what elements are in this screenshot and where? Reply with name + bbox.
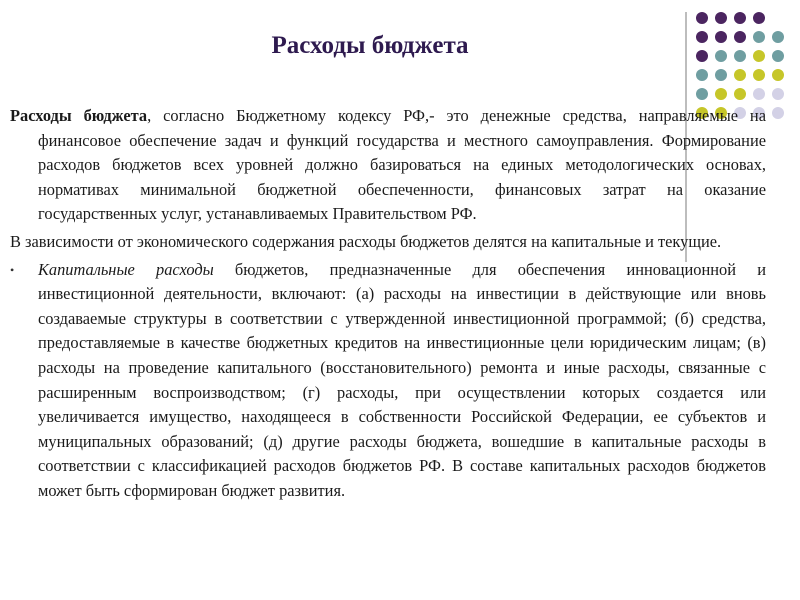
decorative-dot: [696, 12, 708, 24]
decorative-dot: [772, 31, 784, 43]
decorative-dot: [715, 69, 727, 81]
decorative-dot: [753, 31, 765, 43]
decorative-dot: [772, 107, 784, 119]
paragraph-classification: В зависимости от экономического содержания расходы бюджетов делятся на капитальные и текущие.: [10, 231, 722, 251]
decorative-dot: [753, 50, 765, 62]
term-budget-expenses: Расходы бюджета: [10, 106, 148, 125]
decorative-dot: [734, 88, 746, 100]
decorative-dot: [772, 88, 784, 100]
term-capital-expenses: Капитальные расходы: [38, 259, 214, 279]
capital-expenses-text: бюджетов, предназначенные для обеспечения инновационной и инвестиционной деятельности, включают: (а) расходы на инвестиции в действующие или вновь создаваемые структуры в соответствии с утвержденной инвестиционной программой; (б) средства, предоставляемые в качестве бюджетных кредитов на инвестиционные цели юридическим лицам; (в) расходы на проведение капитального (восстановительного) ремонта и иные расходы, связанные с расширенным воспроизводством; (г) расходы, при осуществлении которых создается или увеличивается имущество, находящееся в собственности Российской Федерации, ее субъектов и муниципальных образований; (д) другие расходы бюджета, вошедшие в капитальные расходы в соответствии с классификацией расходов бюджетов РФ. В составе капитальных расходов бюджетов может быть сформирован бюджет развития.: [38, 259, 766, 500]
decorative-dot: [734, 12, 746, 24]
decorative-dot: [772, 69, 784, 81]
paragraph-definition: [10, 104, 766, 227]
decorative-dot: [696, 69, 708, 81]
bullet-icon: •: [10, 262, 15, 277]
slide-title: Расходы бюджета: [271, 32, 469, 59]
decorative-dot: [715, 88, 727, 100]
decorative-dot: [696, 88, 708, 100]
decorative-dot: [753, 69, 765, 81]
decorative-dot: [753, 88, 765, 100]
slide-body: [10, 104, 766, 504]
decorative-dot: [753, 12, 765, 24]
paragraph-capital-expenses: [10, 258, 766, 504]
decorative-dot: [715, 12, 727, 24]
decorative-dot: [772, 50, 784, 62]
decorative-dot: [734, 69, 746, 81]
definition-text: , согласно Бюджетному кодексу РФ,- это денежные средства, направляемые на финансовое обеспечение задач и функций государства и местного самоуправления. Формирование расходов бюджетов всех уровней должно базироваться на единых методологических основах, нормативах минимальной бюджетной обеспеченности, финансовых затрат на оказание государственных услуг, устанавливаемых Правительством РФ.: [38, 106, 766, 224]
